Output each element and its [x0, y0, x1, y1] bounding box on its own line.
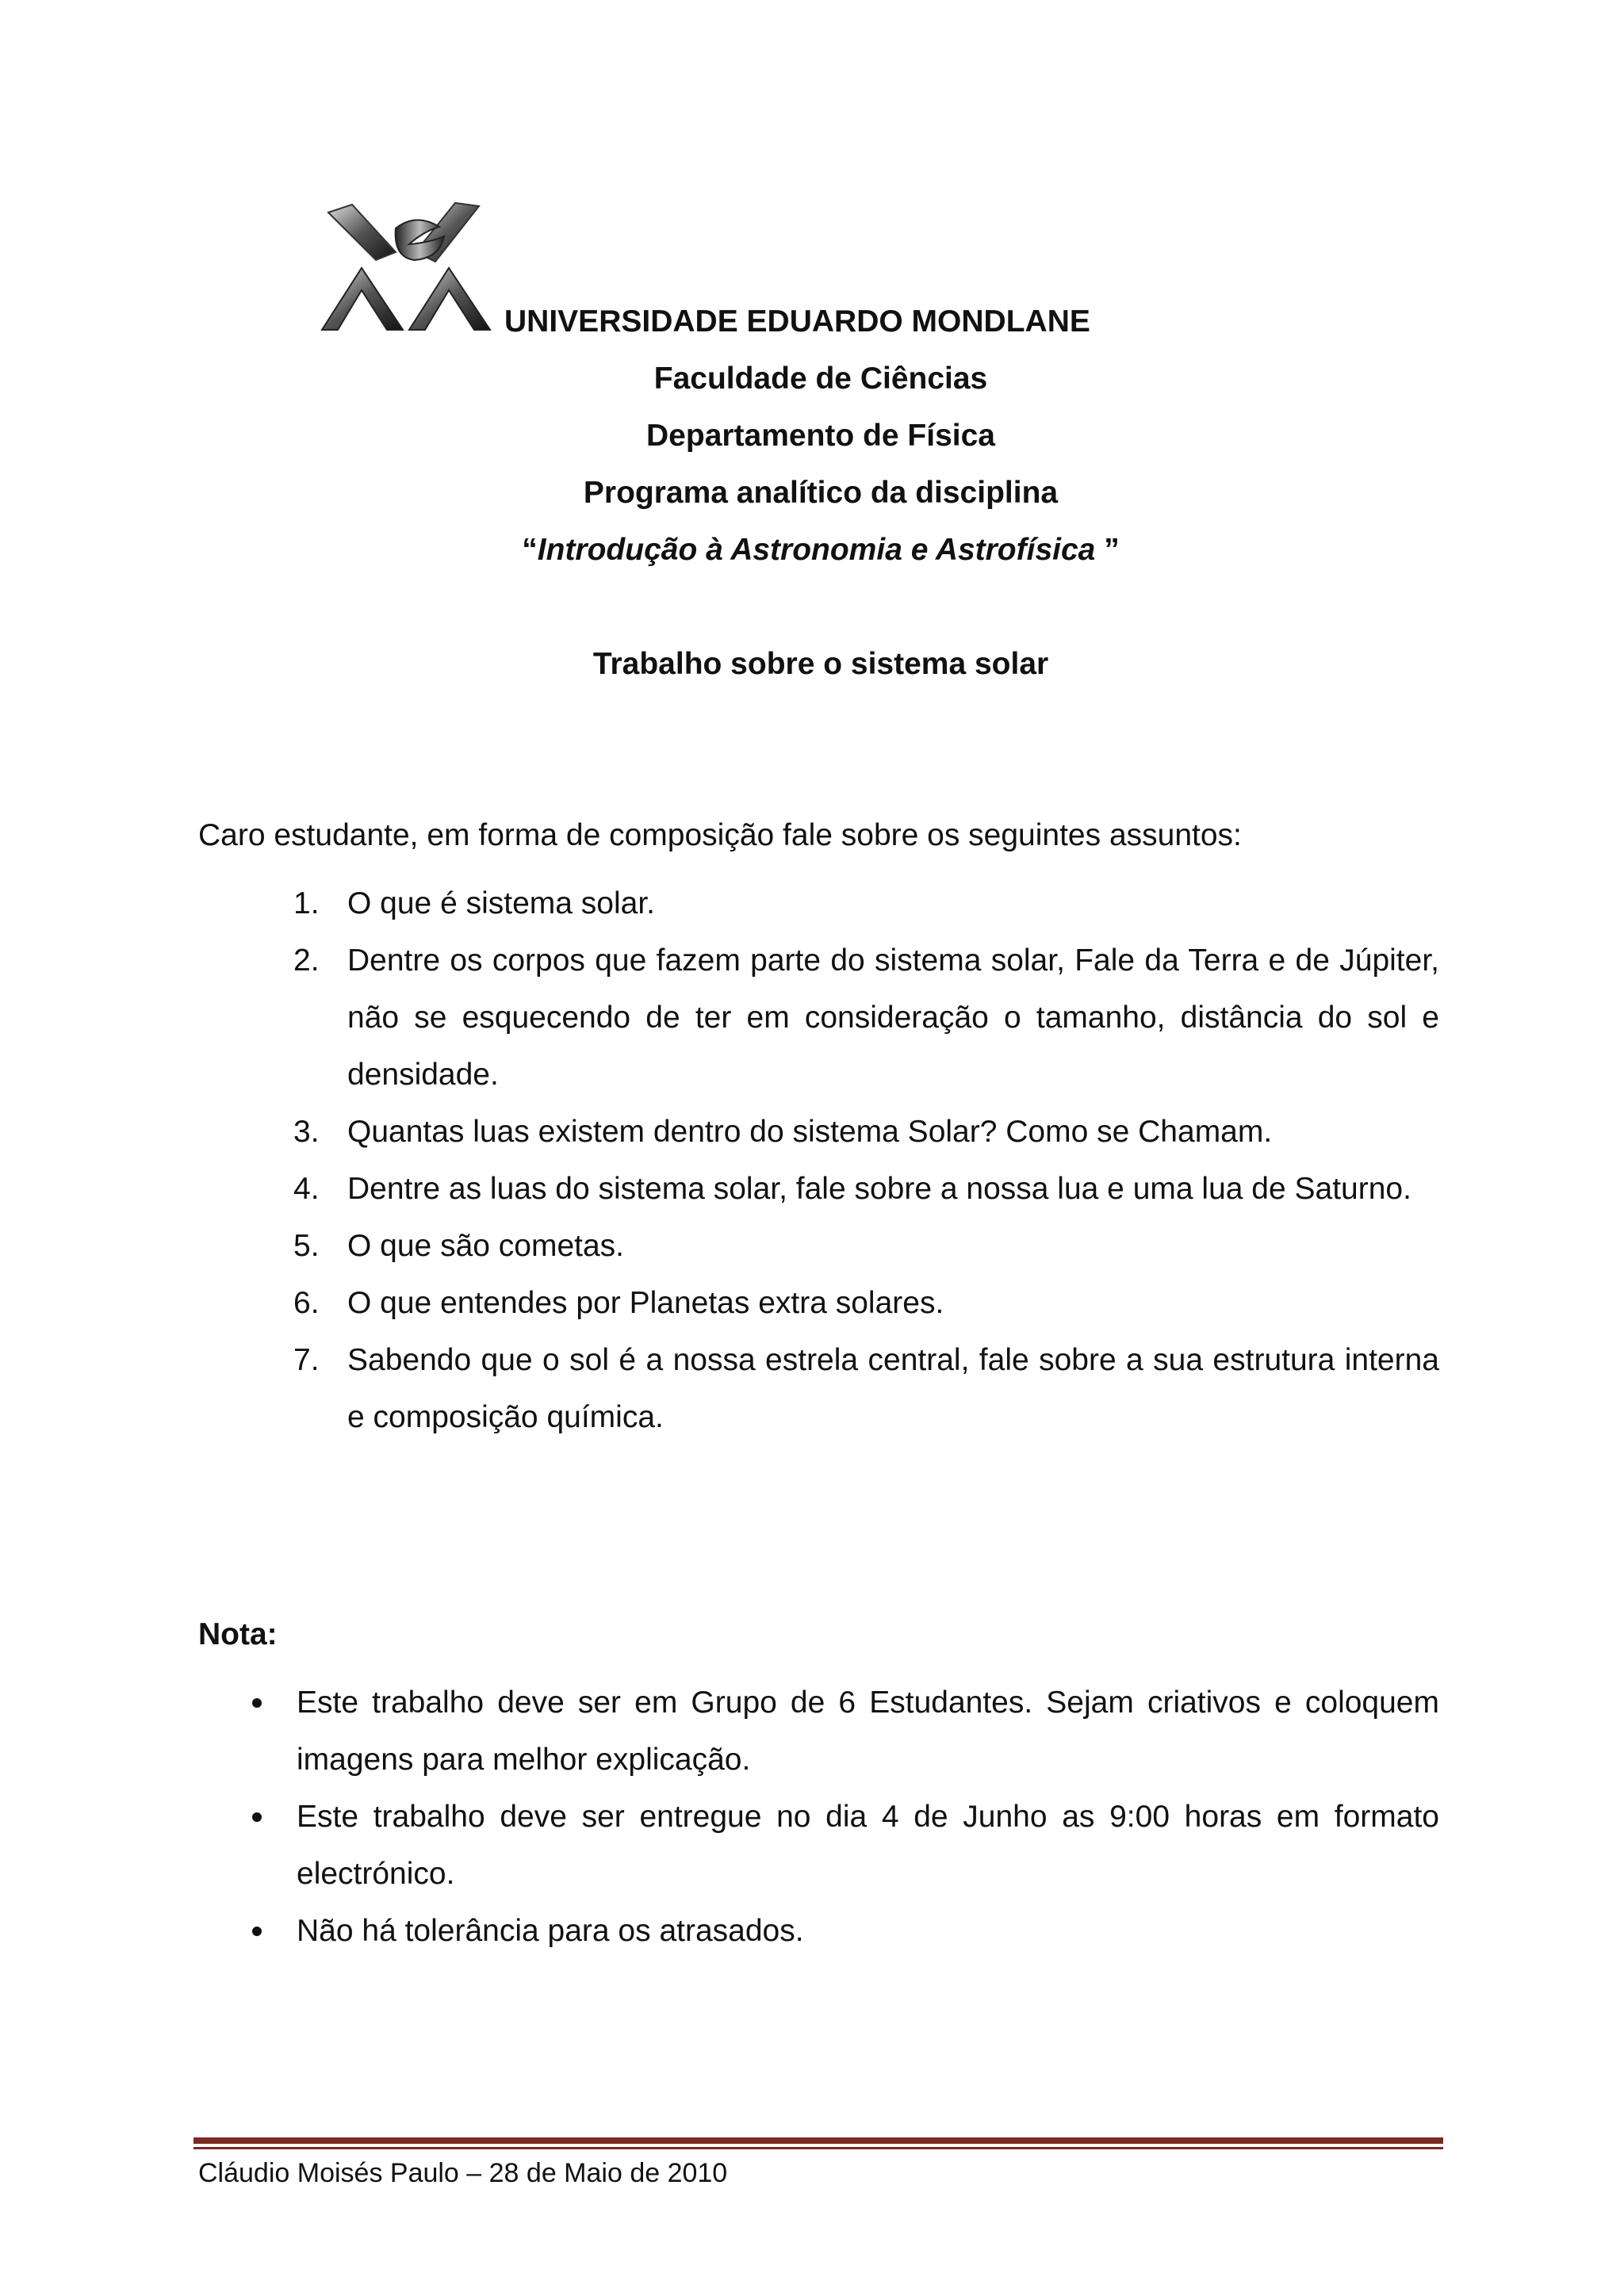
- list-item: [293, 875, 1439, 932]
- list-number: 3.: [293, 1115, 320, 1149]
- course-title: [198, 533, 1443, 568]
- list-item-text: O que entendes por Planetas extra solares.: [347, 1286, 944, 1320]
- question-list: [293, 875, 1439, 1446]
- footer-rule: [193, 2137, 1443, 2144]
- list-number: 7.: [293, 1343, 320, 1377]
- list-item: [293, 1275, 1439, 1332]
- intro-text: Caro estudante, em forma de composição fale sobre os seguintes assuntos:: [198, 818, 1242, 852]
- nota-list: [246, 1674, 1439, 1960]
- uem-logo-icon: [320, 197, 493, 336]
- bullet-icon: [252, 1927, 262, 1936]
- list-number: 2.: [293, 943, 320, 978]
- list-item: [293, 1104, 1439, 1161]
- course-close-quote: ”: [1095, 533, 1120, 567]
- list-item: [293, 932, 1439, 1104]
- list-item-text: Este trabalho deve ser entregue no dia 4 de Junho as 9:00 horas em formato electrónico.: [297, 1800, 1439, 1891]
- list-item: [293, 1161, 1439, 1218]
- footer-text: Cláudio Moisés Paulo – 28 de Maio de 2010: [198, 2158, 728, 2188]
- assignment-title: Trabalho sobre o sistema solar: [592, 647, 1049, 681]
- list-number: 4.: [293, 1172, 320, 1206]
- footer-rule-thin: [193, 2147, 1443, 2149]
- list-number: 1.: [293, 886, 320, 920]
- faculty-name: Faculdade de Ciências: [653, 362, 988, 396]
- list-item-text: Este trabalho deve ser em Grupo de 6 Estudantes. Sejam criativos e coloquem imagens para melhor explicação.: [297, 1686, 1439, 1777]
- program-label: Programa analítico da disciplina: [583, 476, 1059, 510]
- list-item-text: O que são cometas.: [347, 1229, 625, 1263]
- list-number: 5.: [293, 1229, 320, 1263]
- list-item-text: Dentre as luas do sistema solar, fale sobre a nossa lua e uma lua de Saturno.: [347, 1172, 1411, 1206]
- list-item-text: Dentre os corpos que fazem parte do sistema solar, Fale da Terra e de Júpiter, não se esquecendo de ter em consideração o tamanho, distância do sol e densidade.: [347, 943, 1439, 1092]
- list-item-text: O que é sistema solar.: [347, 886, 656, 920]
- list-item: [246, 1903, 1439, 1960]
- course-name: Introdução à Astronomia e Astrofísica: [537, 533, 1096, 567]
- list-item: [293, 1332, 1439, 1446]
- list-item-text: Quantas luas existem dentro do sistema Solar? Como se Chamam.: [347, 1115, 1273, 1149]
- list-item-text: Não há tolerância para os atrasados.: [297, 1914, 804, 1948]
- nota-heading: Nota:: [198, 1617, 278, 1651]
- list-number: 6.: [293, 1286, 320, 1320]
- bullet-icon: [252, 1698, 262, 1708]
- bullet-icon: [252, 1812, 262, 1822]
- department-name: Departamento de Física: [646, 419, 995, 453]
- university-name: UNIVERSIDADE EDUARDO MONDLANE: [504, 304, 1090, 339]
- list-item: [293, 1218, 1439, 1275]
- course-open-quote: “: [522, 533, 538, 567]
- list-item-text: Sabendo que o sol é a nossa estrela central, fale sobre a sua estrutura interna e composição química.: [347, 1343, 1439, 1434]
- list-item: [246, 1674, 1439, 1789]
- list-item: [246, 1789, 1439, 1903]
